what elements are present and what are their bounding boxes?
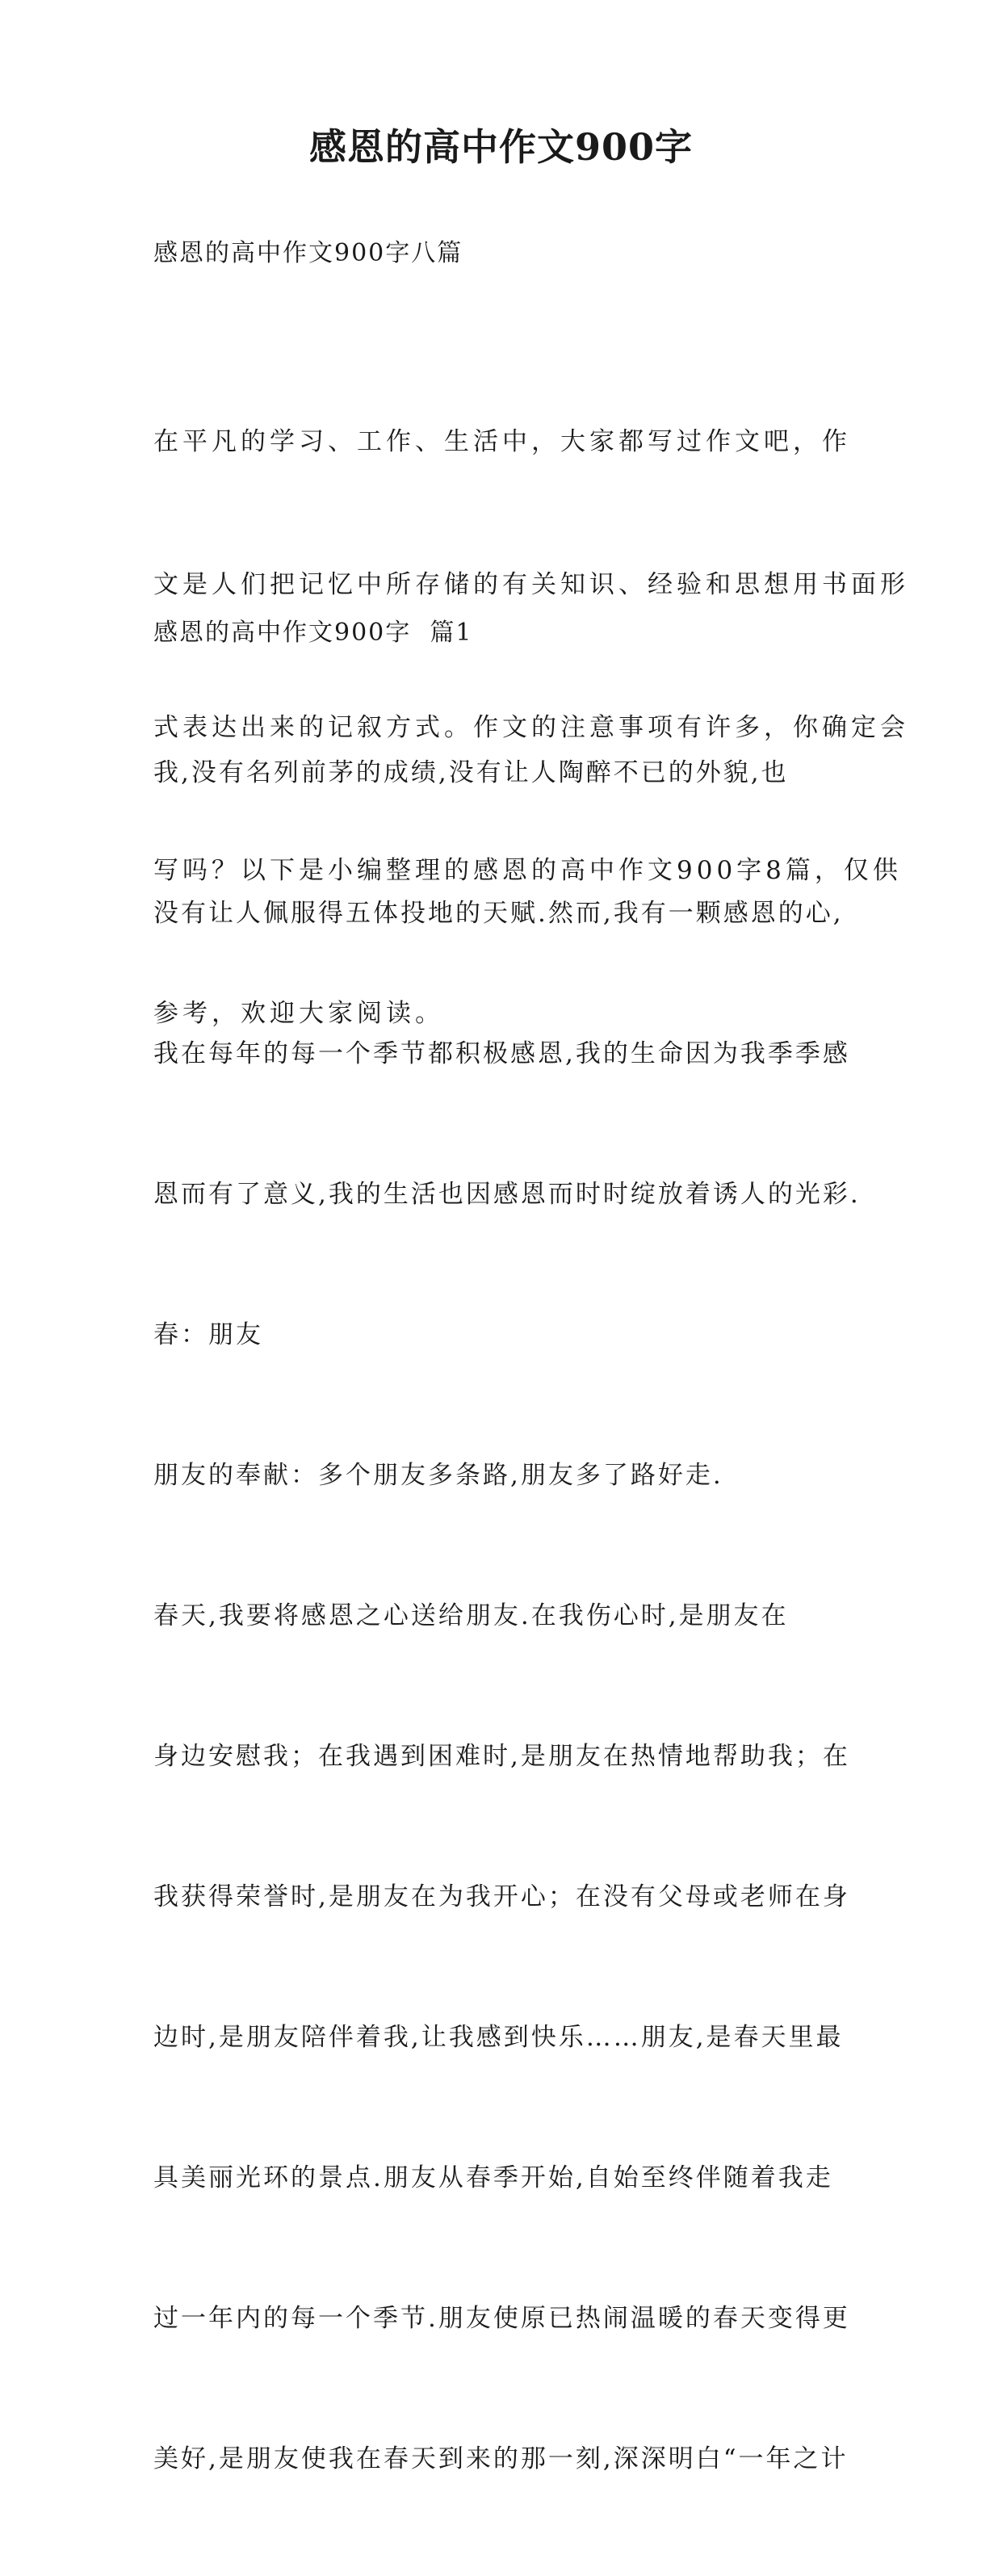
section-line: 我,没有名列前茅的成绩,没有让人陶醉不已的外貌,也 <box>153 758 789 787</box>
section-line: 具美丽光环的景点.朋友从春季开始,自始至终伴随着我走 <box>153 2163 833 2192</box>
intro-line: 文是人们把记忆中所存储的有关知识、经验和思想用书面形 <box>153 570 909 599</box>
section-line: 过一年内的每一个季节.朋友使原已热闹温暖的春天变得更 <box>153 2304 850 2333</box>
section-heading: 感恩的高中作文900字 篇1 <box>153 619 473 647</box>
section-line: 我获得荣誉时,是朋友在为我开心；在没有父母或老师在身 <box>153 1882 850 1911</box>
section-line: 身边安慰我；在我遇到困难时,是朋友在热情地帮助我；在 <box>153 1742 850 1771</box>
section-line: 边时,是朋友陪伴着我,让我感到快乐……朋友,是春天里最 <box>153 2023 844 2052</box>
section-line: 春天,我要将感恩之心送给朋友.在我伤心时,是朋友在 <box>153 1601 789 1630</box>
document-title: 感恩的高中作文900字 <box>308 125 694 169</box>
intro-line: 写吗？以下是小编整理的感恩的高中作文900字8篇，仅供 <box>153 856 902 885</box>
intro-line: 参考，欢迎大家阅读。 <box>153 999 444 1028</box>
intro-line: 在平凡的学习、工作、生活中，大家都写过作文吧，作 <box>153 427 851 456</box>
section-line: 春：朋友 <box>153 1320 263 1349</box>
section-line: 朋友的奉献：多个朋友多条路,朋友多了路好走. <box>153 1461 723 1490</box>
section-line: 我在每年的每一个季节都积极感恩,我的生命因为我季季感 <box>153 1039 850 1068</box>
section-line: 美好,是朋友使我在春天到来的那一刻,深深明白“一年之计 <box>153 2444 849 2473</box>
document-subtitle: 感恩的高中作文900字八篇 <box>153 239 463 267</box>
section-body <box>153 656 909 2576</box>
intro-line: 式表达出来的记叙方式。作文的注意事项有许多，你确定会 <box>153 713 909 742</box>
section-line: 没有让人佩服得五体投地的天赋.然而,我有一颗感恩的心, <box>153 899 844 928</box>
section-line: 恩而有了意义,我的生活也因感恩而时时绽放着诱人的光彩. <box>153 1180 861 1209</box>
